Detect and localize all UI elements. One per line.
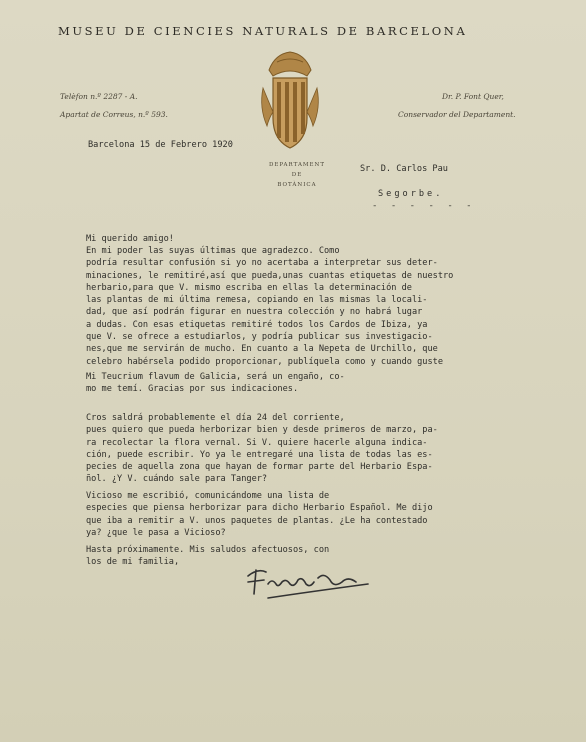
phone-number: Telèfon n.º 2287 - A. — [60, 92, 138, 101]
recipient-place: Segorbe. — [378, 189, 444, 199]
director-title: Conservador del Departament. — [398, 110, 516, 119]
po-box: Apartat de Correus, n.º 593. — [60, 110, 168, 119]
paragraph-3: Cros saldrá probablemente el día 24 del corriente, pues quiero que pueda herborizar bien y desde primeros de marzo, pa- ra recolectar la flora vernal. Si V. quiere hacerle alguna indica- ción, puede escribir. Yo ya le entregaré una lista de todas las es- pecies de aquella zona que hayan de formar parte del Herbario Espa- ñol. ¿Y V. cuándo sale para Tanger? — [86, 413, 438, 485]
closing: Hasta próximamente. Mis saludos afectuosos, con los de mi familia, — [86, 545, 330, 568]
letter-date: Barcelona 15 de Febrero 1920 — [88, 140, 233, 150]
underline-dashes: - - - - - - — [372, 201, 476, 211]
institution-name: MUSEU DE CIENCIES NATURALS DE BARCELONA — [58, 24, 468, 38]
paragraph-2: Mi Teucrium flavum de Galicia, será un engaño, co- mo me temí. Gracias por sus indicaciones. — [86, 372, 345, 395]
department-label-1: DEPARTAMENT — [268, 162, 326, 168]
paragraph-4: Vicioso me escribió, comunicándome una lista de especies que piensa herborizar para dicho Herbario Español. Me dijo que iba a remitir a V. unos paquetes de plantas. ¿Le ha contestado ya? ¿que le pasa a Vicioso? — [86, 491, 433, 538]
salutation: Mi querido amigo! — [86, 234, 174, 244]
paragraph-1: En mi poder las suyas últimas que agradezco. Como podría resultar confusión si yo no acertaba a interpretar sus deter- minaciones, le remitiré,así que pueda,unas cuantas etiquetas de nuestro herbario,para que V. mismo escriba en ellas la determinación de las plantas de mi última remesa, copiando en las mismas la locali- dad, que así podrán figurar en nuestra colección y no habrá lugar a dudas. Con esas etiquetas remitiré todos los Cardos de Ibiza, ya que V. se ofrece a estudiarlos, y podría publicar sus investigacio- nes,que me servirán de mucho. En cuanto a la Nepeta de Urchillo, que celebro habérsela podido proporcionar, publíquela como y cuando guste — [86, 246, 454, 367]
department-label-2: DE — [291, 172, 303, 178]
coat-of-arms-seal — [255, 48, 325, 158]
recipient-name: Sr. D. Carlos Pau — [360, 164, 448, 174]
director-name: Dr. P. Font Quer, — [442, 92, 504, 101]
handwritten-signature — [238, 558, 388, 608]
department-label-3: BOTÀNICA — [277, 182, 317, 188]
